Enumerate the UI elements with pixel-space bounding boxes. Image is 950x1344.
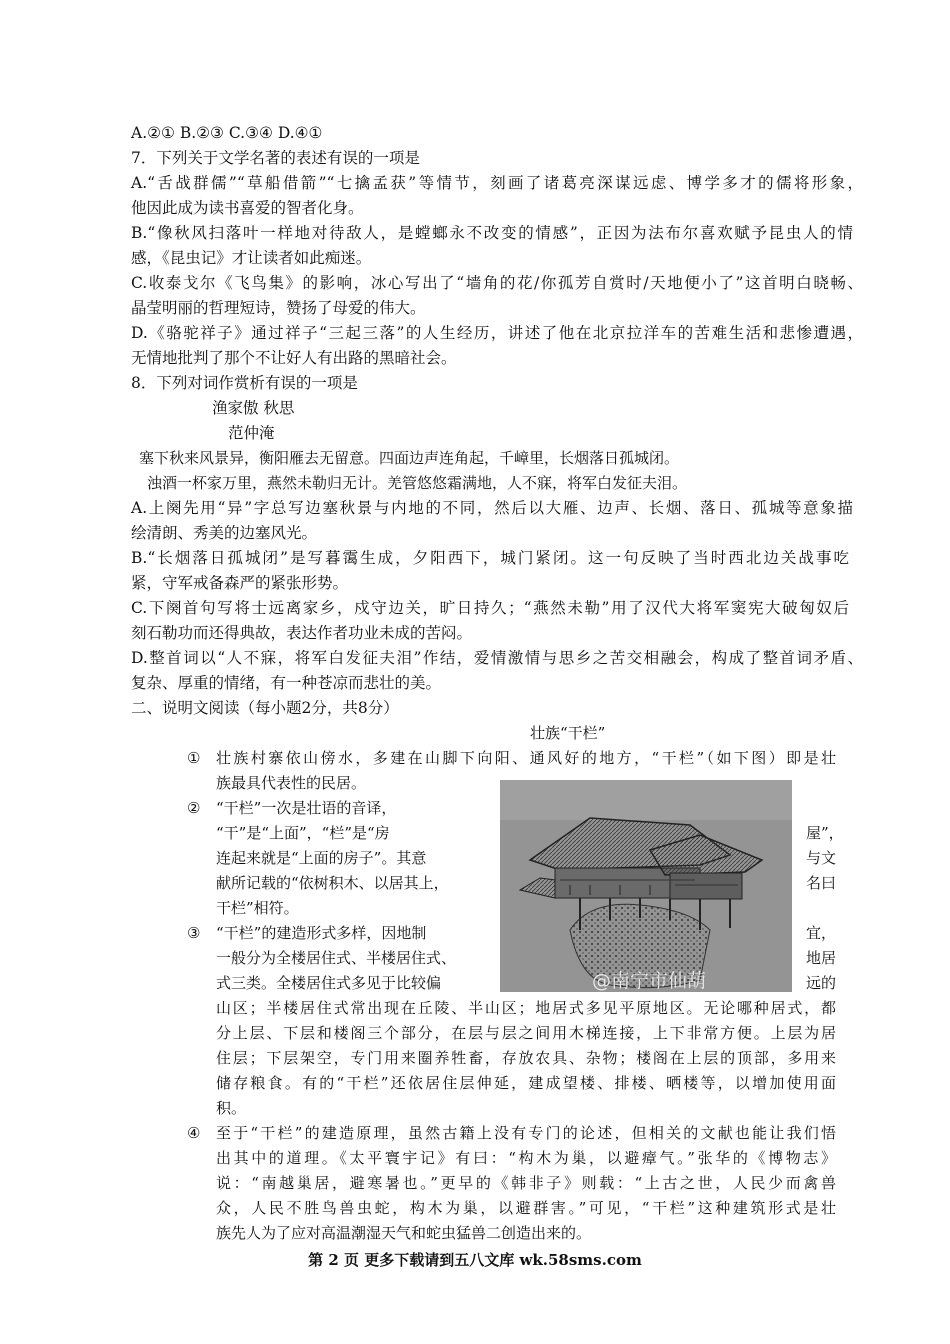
paragraph-3-line5: 分上层、下层和楼阁三个部分，在层与层之间用木梯连接，上下非常方便。上层为居 bbox=[216, 1024, 836, 1042]
article-title: 壮族“干栏” bbox=[530, 724, 606, 742]
poem-author: 范仲淹 bbox=[228, 424, 275, 442]
paragraph-3-line2-left: 一般分为全楼居住式、半楼居住式、 bbox=[216, 949, 457, 967]
q6-options: A.②① B.②③ C.③④ D.④① bbox=[131, 124, 323, 142]
q8-option-a-line2: 绘清朗、秀美的边塞风光。 bbox=[131, 524, 318, 542]
ganlan-house-image bbox=[500, 780, 792, 992]
paragraph-3-number: ③ bbox=[187, 924, 201, 942]
q7-option-b-line2: 感，《昆虫记》才让读者如此痴迷。 bbox=[131, 249, 372, 267]
paragraph-3-line7: 储存粮食。有的“干栏”还依居住层伸延，建成望楼、排楼、晒楼等，以增加使用面 bbox=[216, 1074, 836, 1092]
q7-option-d-line1: D.《骆驼祥子》通过祥子“三起三落”的人生经历，讲述了他在北京拉洋车的苦难生活和悲惨遭遇， bbox=[131, 324, 863, 342]
paragraph-3-line1-left: “干栏”的建造形式多样，因地制 bbox=[216, 924, 427, 942]
paragraph-4-line5: 族先人为了应对高温潮湿天气和蛇虫猛兽二创造出来的。 bbox=[216, 1224, 592, 1242]
paragraph-2-line3-right: 与文 bbox=[806, 849, 837, 867]
poem-title: 渔家傲 秋思 bbox=[212, 399, 295, 417]
q7-stem: 7．下列关于文学名著的表述有误的一项是 bbox=[131, 149, 420, 167]
paragraph-3-line6: 住层；下层架空，专门用来圈养牲畜，存放农具、杂物；楼阁在上层的顶部，多用来 bbox=[216, 1049, 836, 1067]
image-watermark: @南宁市仙葫 bbox=[592, 970, 707, 992]
paragraph-4-line3: 说：“南越巢居，避寒暑也。”更早的《韩非子》则载：“上古之世，人民少而禽兽 bbox=[216, 1174, 836, 1192]
paragraph-2-line3-left: 连起来就是“上面的房子”。其意 bbox=[216, 849, 427, 867]
q8-option-a-line1: A.上阕先用“异”字总写边塞秋景与内地的不同，然后以大雁、边声、长烟、落日、孤城等意象描 bbox=[131, 499, 853, 517]
paragraph-2-line1: “干栏”一次是壮语的音译， bbox=[216, 799, 397, 817]
paragraph-3-line2-right: 地居 bbox=[806, 949, 837, 967]
paragraph-2-line2-left: “干”是“上面”，“栏”是“房 bbox=[216, 824, 390, 842]
paragraph-4-number: ④ bbox=[187, 1124, 201, 1142]
poem-line-1: 塞下秋来风景异，衡阳雁去无留意。四面边声连角起，千嶂里，长烟落日孤城闭。 bbox=[139, 449, 680, 467]
paragraph-1-number: ① bbox=[187, 749, 201, 767]
q8-stem: 8．下列对词作赏析有误的一项是 bbox=[131, 374, 358, 392]
q7-option-a-line1: A.“舌战群儒”“草船借箭”“七擒孟获”等情节，刻画了诸葛亮深谋远虑、博学多才的儒将形象， bbox=[131, 174, 863, 192]
q7-option-b-line1: B.“像秋风扫落叶一样地对待敌人，是螳螂永不改变的情感”，正因为法布尔喜欢赋予昆虫人的情 bbox=[131, 224, 853, 242]
q7-option-d-line2: 无情地批判了那个不让好人有出路的黑暗社会。 bbox=[131, 349, 457, 367]
page-footer: 第 2 页 更多下载请到五八文库 wk.58sms.com bbox=[308, 1251, 642, 1269]
q8-option-b-line1: B.“长烟落日孤城闭”是写暮霭生成，夕阳西下，城门紧闭。这一句反映了当时西北边关战事吃 bbox=[131, 549, 849, 567]
paragraph-3-line1-right: 宜， bbox=[806, 924, 837, 942]
paragraph-2-line2-right: 屋”， bbox=[806, 824, 844, 842]
paragraph-4-line4: 众，人民不胜鸟兽虫蛇，构木为巢，以避群害。”可见，“干栏”这种建筑形式是壮 bbox=[216, 1199, 836, 1217]
paragraph-1-line1: 壮族村寨依山傍水，多建在山脚下向阳、通风好的地方，“干栏”（如下图）即是壮 bbox=[216, 749, 836, 767]
paragraph-3-line8: 积。 bbox=[216, 1099, 247, 1117]
q7-option-c-line1: C.收泰戈尔《飞鸟集》的影响，冰心写出了“墙角的花/你孤芳自赏时/天地便小了”这首明白晓畅、 bbox=[131, 274, 863, 292]
paragraph-2-line5: 干栏”相符。 bbox=[216, 899, 299, 917]
q7-option-a-line2: 他因此成为读书喜爱的智者化身。 bbox=[131, 199, 364, 217]
paragraph-2-line4-left: 献所记载的“依树积木、以居其上， bbox=[216, 874, 449, 892]
q8-option-d-line2: 复杂、厚重的情绪，有一种苍凉而悲壮的美。 bbox=[131, 674, 442, 692]
q8-option-c-line1: C.下阕首句写将士远离家乡，戍守边关，旷日持久；“燕然未勒”用了汉代大将军窦宪大破匈奴后 bbox=[131, 599, 849, 617]
paragraph-1-line2: 族最具代表性的民居。 bbox=[216, 774, 367, 792]
q7-option-c-line2: 晶莹明丽的哲理短诗，赞扬了母爱的伟大。 bbox=[131, 299, 426, 317]
poem-line-2: 浊酒一杯家万里，燕然未勒归无计。羌管悠悠霜满地，人不寐，将军白发征夫泪。 bbox=[147, 474, 688, 492]
section-heading: 二、说明文阅读（每小题2分，共8分） bbox=[131, 699, 399, 717]
paragraph-4-line2: 出其中的道理。《太平寰宇记》有曰：“构木为巢，以避瘴气。”张华的《博物志》 bbox=[216, 1149, 836, 1167]
q8-option-b-line2: 紧，守军戒备森严的紧张形势。 bbox=[131, 574, 349, 592]
paragraph-2-line4-right: 名曰 bbox=[806, 874, 837, 892]
paragraph-4-line1: 至于“干栏”的建造原理，虽然古籍上没有专门的论述，但相关的文献也能让我们悟 bbox=[216, 1124, 836, 1142]
ganlan-house-drawing bbox=[500, 780, 792, 992]
q8-option-c-line2: 刻石勒功而还得典故，表达作者功业未成的苦闷。 bbox=[131, 624, 473, 642]
paragraph-3-line3-left: 式三类。全楼居住式多见于比较偏 bbox=[216, 974, 442, 992]
q8-option-d-line1: D.整首词以“人不寐，将军白发征夫泪”作结，爱情激情与思乡之苦交相融会，构成了整首词矛盾、 bbox=[131, 649, 863, 667]
paragraph-3-line4: 山区；半楼居住式常出现在丘陵、半山区；地居式多见平原地区。无论哪种居式，都 bbox=[216, 999, 836, 1017]
paragraph-2-number: ② bbox=[187, 799, 201, 817]
paragraph-3-line3-right: 远的 bbox=[806, 974, 837, 992]
